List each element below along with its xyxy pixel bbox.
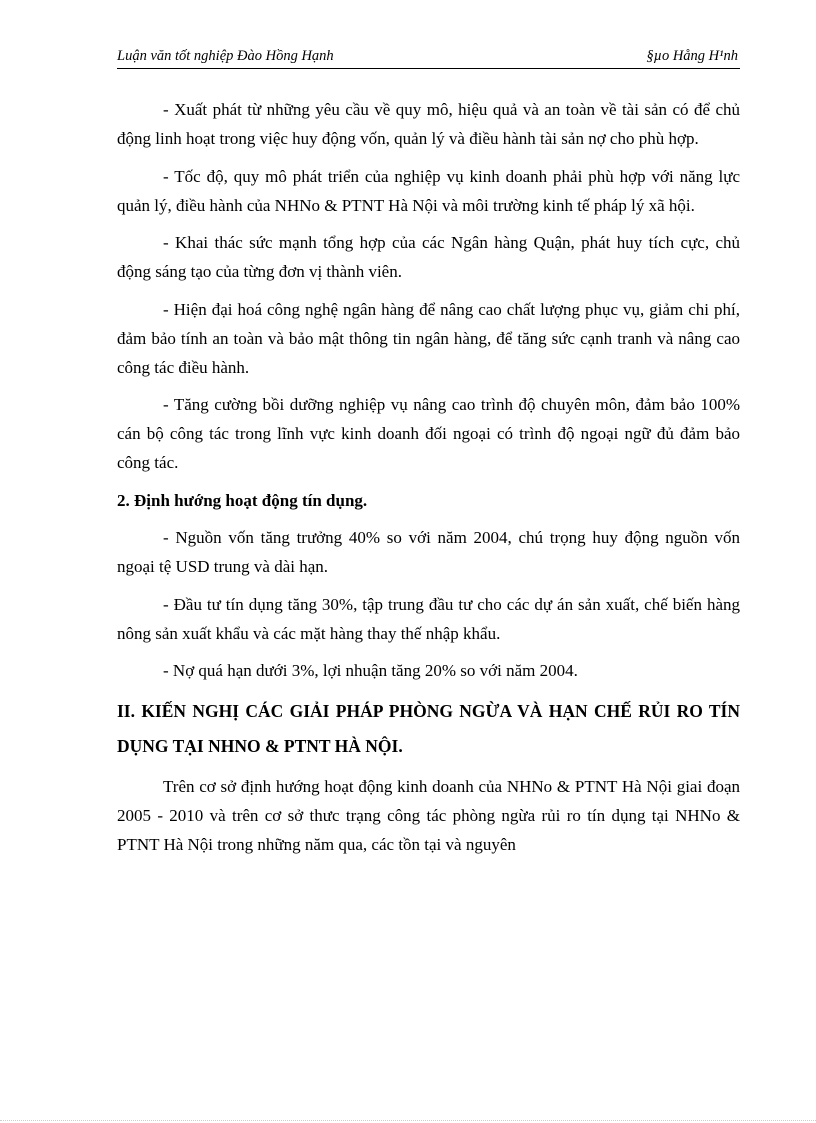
header-author: Luận văn tốt nghiệp Đào Hồng Hạnh [117,48,334,64]
paragraph-technology: - Hiện đại hoá công nghệ ngân hàng để nâng cao chất lượng phục vụ, giảm chi phí, đảm bảo tính an toàn và bảo mật thông tin ngân hàng, để tăng sức cạnh tranh và nâng cao công tác điều hành. [117,299,740,377]
paragraph-section-ii-intro: Trên cơ sở định hướng hoạt động kinh doanh của NHNo & PTNT Hà Nội giai đoạn 2005 - 2010 và trên cơ sở thưc trạng công tác phòng ngừa rủi ro tín dụng tại NHNo & PTNT Hà Nội trong những năm qua, các tồn tại và nguyên [117,776,740,854]
section-ii-heading: II. KIẾN NGHỊ CÁC GIẢI PHÁP PHÒNG NGỪA VÀ HẠN CHẾ RỦI RO TÍN DỤNG TẠI NHNO & PTNT HÀ NỘI. [117,700,740,756]
header-author-legacy-font: §µo Hång H¹nh [646,48,738,64]
paragraph-overdue-debt: - Nợ quá hạn dưới 3%, lợi nhuận tăng 20% so với năm 2004. [163,661,578,680]
paragraph-assets: - Xuất phát từ những yêu cầu về quy mô, hiệu quả và an toàn về tài sản có để chủ động linh hoạt trong việc huy động vốn, quản lý và điều hành tài sản nợ cho phù hợp. [117,100,740,148]
paragraph-credit-investment: - Đầu tư tín dụng tăng 30%, tập trung đầu tư cho các dự án sản xuất, chế biến hàng nông sản xuất khẩu và các mặt hàng thay thế nhập khẩu. [117,594,740,643]
paragraph-synergy: - Khai thác sức mạnh tổng hợp của các Ngân hàng Quận, phát huy tích cực, chủ động sáng tạo của từng đơn vị thành viên. [117,233,740,281]
paragraph-training: - Tăng cường bồi dưỡng nghiệp vụ nâng cao trình độ chuyên môn, đảm bảo 100% cán bộ công tác trong lĩnh vực kinh doanh đối ngoại có trình độ ngoại ngữ đủ đảm bảo công tác. [117,395,740,472]
section-2-heading: 2. Định hướng hoạt động tín dụng. [117,490,368,510]
page-header [117,46,740,69]
paragraph-growth: - Tốc độ, quy mô phát triển của nghiệp vụ kinh doanh phải phù hợp với năng lực quản lý, điều hành của NHNo & PTNT Hà Nội và môi trường kinh tế pháp lý xã hội. [117,166,740,215]
document-body [117,95,740,867]
page-bottom-divider [0,1120,816,1121]
paragraph-capital: - Nguồn vốn tăng trưởng 40% so với năm 2004, chú trọng huy động nguồn vốn ngoại tệ USD trung và dài hạn. [117,528,740,576]
